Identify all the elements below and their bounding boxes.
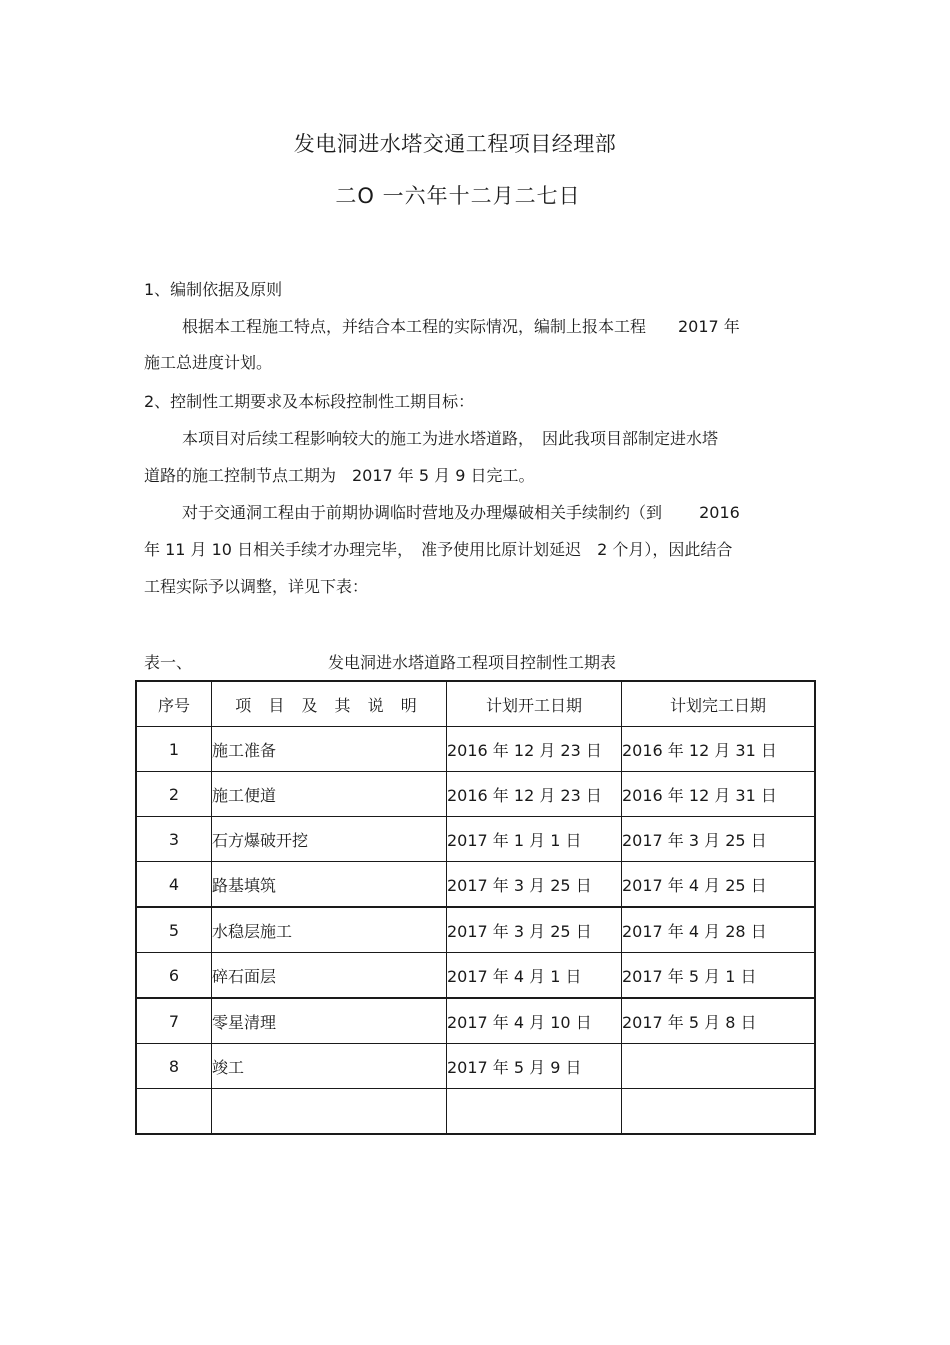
header-num: 序号	[136, 681, 212, 727]
row-num: 5	[136, 907, 212, 953]
section-1-line-2: 施工总进度计划。	[144, 353, 273, 372]
row-end-date	[622, 1044, 816, 1089]
row-num: 4	[136, 862, 212, 908]
row-item: 施工准备	[212, 727, 447, 772]
row-end-date: 2017 年 4 月 25 日	[622, 862, 816, 908]
table-row	[136, 907, 815, 953]
organization-title: 发电洞进水塔交通工程项目经理部	[293, 132, 617, 156]
section-2-para-2-line-1: 对于交通洞工程由于前期协调临时营地及办理爆破相关手续制约（到 2016	[182, 503, 740, 522]
row-item: 施工便道	[212, 772, 447, 817]
row-item: 石方爆破开挖	[212, 817, 447, 862]
row-end-date	[622, 1089, 816, 1135]
table-caption-title: 发电洞进水塔道路工程项目控制性工期表	[328, 653, 617, 672]
row-end-date: 2017 年 5 月 8 日	[622, 998, 816, 1044]
row-num	[136, 1089, 212, 1135]
row-num: 6	[136, 953, 212, 999]
table-row	[136, 727, 815, 772]
row-item	[212, 1089, 447, 1135]
table-row	[136, 772, 815, 817]
table-row	[136, 1044, 815, 1089]
header-end: 计划完工日期	[622, 681, 816, 727]
section-2-para-2-line-2: 年 11 月 10 日相关手续才办理完毕， 准予使用比原计划延迟 2 个月），因此结合	[144, 540, 733, 559]
table-header-row	[136, 681, 815, 727]
section-2-para-1-line-1: 本项目对后续工程影响较大的施工为进水塔道路， 因此我项目部制定进水塔	[182, 429, 719, 448]
row-num: 3	[136, 817, 212, 862]
header-start: 计划开工日期	[447, 681, 622, 727]
table-row	[136, 998, 815, 1044]
row-end-date: 2016 年 12 月 31 日	[622, 727, 816, 772]
row-num: 7	[136, 998, 212, 1044]
row-end-date: 2017 年 4 月 28 日	[622, 907, 816, 953]
row-end-date: 2016 年 12 月 31 日	[622, 772, 816, 817]
row-start-date: 2017 年 4 月 1 日	[447, 953, 622, 999]
row-start-date: 2017 年 5 月 9 日	[447, 1044, 622, 1089]
row-item: 竣工	[212, 1044, 447, 1089]
row-start-date: 2017 年 1 月 1 日	[447, 817, 622, 862]
section-1-line-1: 根据本工程施工特点，并结合本工程的实际情况，编制上报本工程 2017 年	[182, 317, 740, 336]
row-start-date: 2017 年 3 月 25 日	[447, 907, 622, 953]
table-row	[136, 953, 815, 999]
header-item: 项 目 及 其 说 明	[212, 681, 447, 727]
table-row-empty	[136, 1089, 815, 1135]
section-2-heading: 2、控制性工期要求及本标段控制性工期目标：	[144, 392, 475, 411]
row-item: 水稳层施工	[212, 907, 447, 953]
table-caption-label: 表一、	[144, 653, 193, 672]
section-2-para-2-line-3: 工程实际予以调整，详见下表：	[144, 577, 369, 596]
row-item: 零星清理	[212, 998, 447, 1044]
row-start-date: 2016 年 12 月 23 日	[447, 772, 622, 817]
row-start-date: 2016 年 12 月 23 日	[447, 727, 622, 772]
section-2-para-1-line-2: 道路的施工控制节点工期为 2017 年 5 月 9 日完工。	[144, 466, 535, 485]
row-num: 8	[136, 1044, 212, 1089]
row-item: 路基填筑	[212, 862, 447, 908]
row-item: 碎石面层	[212, 953, 447, 999]
row-start-date: 2017 年 4 月 10 日	[447, 998, 622, 1044]
row-num: 1	[136, 727, 212, 772]
schedule-table	[135, 680, 816, 1135]
row-num: 2	[136, 772, 212, 817]
table-row	[136, 862, 815, 908]
row-end-date: 2017 年 3 月 25 日	[622, 817, 816, 862]
row-start-date	[447, 1089, 622, 1135]
row-end-date: 2017 年 5 月 1 日	[622, 953, 816, 999]
section-1-heading: 1、编制依据及原则	[144, 280, 283, 299]
row-start-date: 2017 年 3 月 25 日	[447, 862, 622, 908]
document-date: 二O 一六年十二月二七日	[335, 184, 581, 208]
table-row	[136, 817, 815, 862]
